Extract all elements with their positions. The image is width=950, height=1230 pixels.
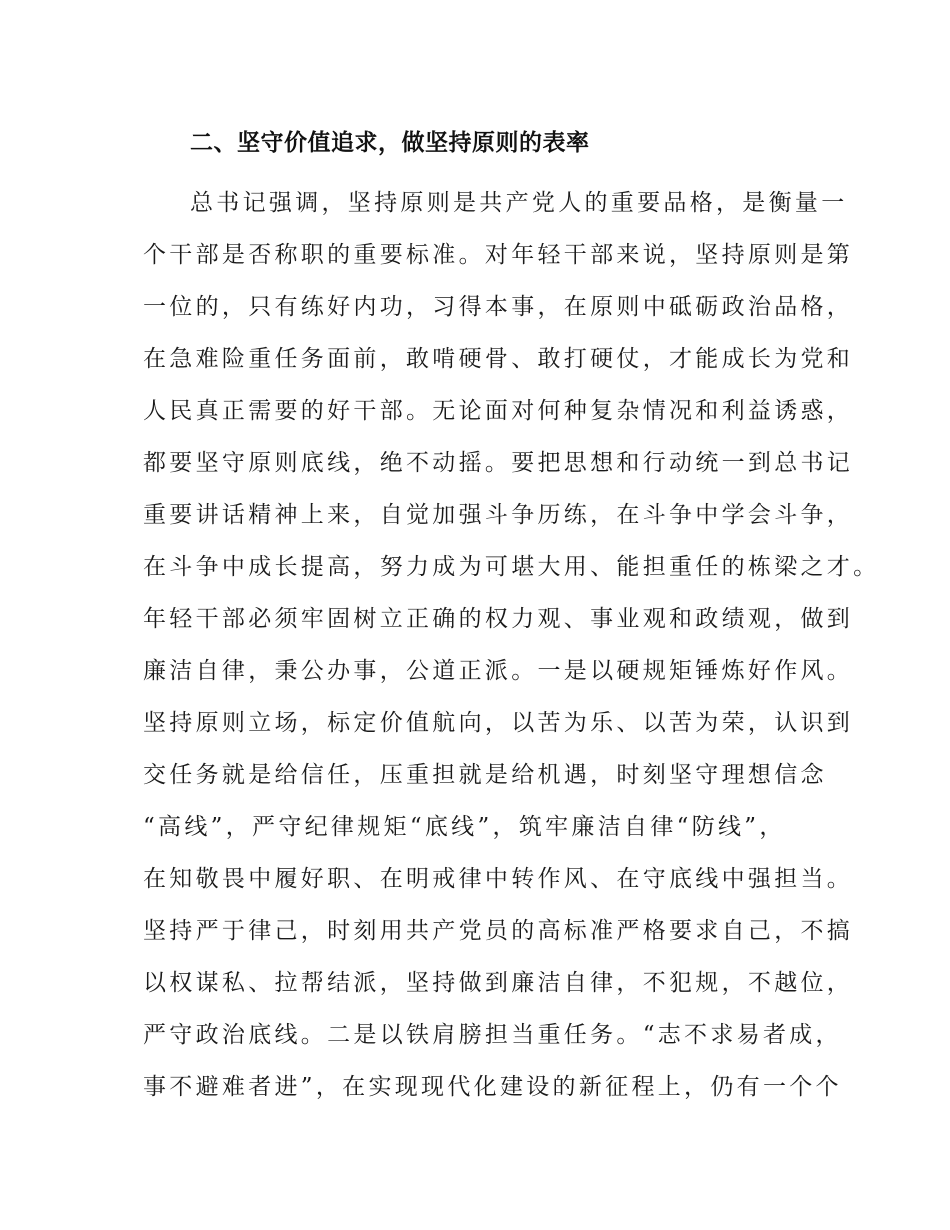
paragraph-line: 严守政治底线。二是以铁肩膀担当重任务。“志不求易者成，: [143, 1022, 842, 1048]
paragraph-line: 在急难险重任务面前，敢啃硬骨、敢打硬仗，才能成长为党和: [143, 346, 854, 372]
paragraph-line: 年轻干部必须牢固树立正确的权力观、事业观和政绩观，做到: [143, 606, 854, 632]
paragraph-line: 个干部是否称职的重要标准。对年轻干部来说，坚持原则是第: [143, 242, 854, 268]
paragraph-line: 交任务就是给信任，压重担就是给机遇，时刻坚守理想信念: [143, 762, 827, 788]
paragraph-line: 坚持原则立场，标定价值航向，以苦为乐、以苦为荣，认识到: [143, 710, 854, 736]
paragraph-line: 坚持严于律己，时刻用共产党员的高标准严格要求自己，不搞: [143, 918, 854, 944]
section-heading: 二、坚守价值追求，做坚持原则的表率: [190, 130, 590, 156]
paragraph-line: 在知敬畏中履好职、在明戒律中转作风、在守底线中强担当。: [143, 866, 854, 892]
paragraph-line: 都要坚守原则底线，绝不动摇。要把思想和行动统一到总书记: [143, 450, 854, 476]
paragraph-line: 总书记强调，坚持原则是共产党人的重要品格，是衡量一: [190, 190, 848, 216]
paragraph-line: 在斗争中成长提高，努力成为可堪大用、能担重任的栋梁之才。: [143, 554, 880, 580]
paragraph-line: “高线”，严守纪律规矩“底线”，筑牢廉洁自律“防线”，: [143, 814, 786, 840]
paragraph-line: 重要讲话精神上来，自觉加强斗争历练，在斗争中学会斗争，: [143, 502, 854, 528]
paragraph-line: 一位的，只有练好内功，习得本事，在原则中砥砺政治品格，: [143, 294, 854, 320]
paragraph-line: 以权谋私、拉帮结派，坚持做到廉洁自律，不犯规，不越位，: [143, 970, 854, 996]
paragraph-line: 事不避难者进”，在实现现代化建设的新征程上，仍有一个个: [143, 1074, 842, 1100]
paragraph-line: 人民真正需要的好干部。无论面对何种复杂情况和利益诱惑，: [143, 398, 854, 424]
paragraph-line: 廉洁自律，秉公办事，公道正派。一是以硬规矩锤炼好作风。: [143, 658, 854, 684]
